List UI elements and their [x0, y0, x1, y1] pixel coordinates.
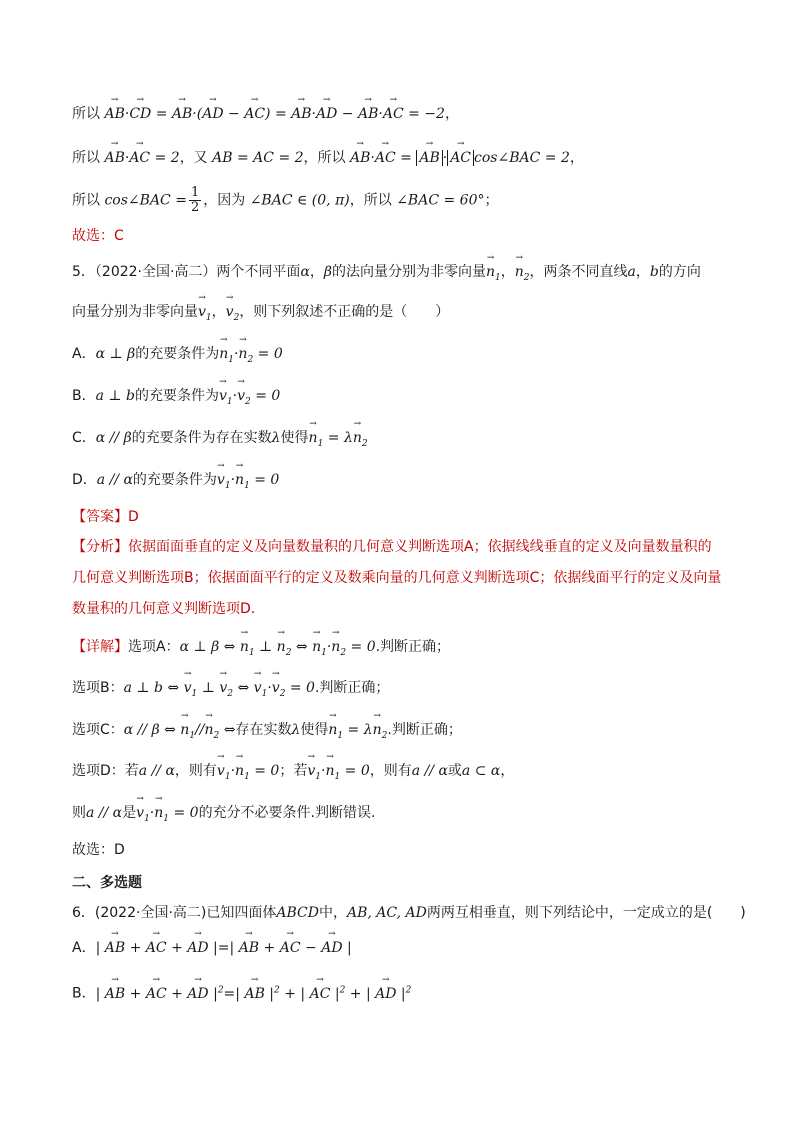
option-label: B． [72, 985, 96, 1002]
text: ，则有 [174, 763, 217, 779]
text: 的充要条件为 [134, 388, 219, 404]
text: .判断正确； [375, 639, 451, 655]
section-heading: 二、多选题 [72, 875, 142, 891]
option-c: C．α // β的充要条件为存在实数λ使得→ $n_1 = \lambda\to n_2$ [72, 428, 368, 454]
detail-label: 【详解】 [72, 639, 128, 655]
text: 则 [72, 805, 86, 821]
text: 6．(2022·全国·高二)已知四面体 [72, 905, 277, 921]
text: 的法向量分别为非零向量 [332, 264, 486, 280]
text: 的充要条件为存在实数 [131, 430, 272, 446]
text: 所以 [72, 106, 100, 122]
text: 两两互相垂直，则下列结论中，一定成立的是( ) [426, 905, 746, 921]
text: ，则有 [369, 763, 412, 779]
text: 存在实数 [235, 722, 292, 738]
text: 选项B： [72, 680, 124, 696]
detail-line-d2: 则a // α是→ $v_1\cdot\to n_1 = 0$的充分不必要条件.判断错误. [72, 803, 375, 829]
text: 的充要条件为 [135, 346, 220, 362]
text: ； [484, 192, 499, 209]
text: ， [569, 150, 584, 166]
option-a: A．α ⊥ β的充要条件为→ $n_1\cdot\to n_2 = 0$ [72, 344, 283, 370]
option-label: A． [72, 346, 96, 362]
question-5-line-2: 向量分别为非零向量→ $v_1$，→ $v_2$，则下列叙述不正确的是（ ） [72, 302, 449, 328]
question-6-option-a: A．| → AB + → AC + → AD |=| → AB + → AC − → AD | [72, 938, 352, 958]
text: ，所以 [303, 150, 346, 166]
option-label: A． [72, 940, 96, 956]
detail-line-c: 选项C：α // β ⇔ → $n_1//\to n_2$ ⇔存在实数λ使得→ $n_1 = \lambda\to n_2$.判断正确； [72, 720, 462, 746]
question-6-option-b: B．| → AB + → AC + → AD $|^2=|$ → AB $|^2$ + | → AC $|^2$ + | → AD $|^2$ [72, 980, 411, 1004]
analysis-line-3: 数量积的几何意义判断选项D. [72, 601, 256, 617]
text: 或 [447, 763, 462, 779]
detail-line-b: 选项B：a ⊥ b ⇔ → $v_1$ ⊥ → $v_2$ ⇔ → $v_1\cdot\to v_2 = 0$.判断正确； [72, 678, 389, 704]
option-b: B．a ⊥ b的充要条件为→ $v_1\cdot\to v_2 = 0$ [72, 386, 280, 412]
text: 所以 [72, 150, 100, 166]
text: 选项D：若 [72, 763, 139, 779]
text: 是 [122, 805, 137, 821]
option-label: C． [72, 430, 96, 446]
option-label: D． [72, 472, 97, 488]
text: 的方向 [658, 264, 701, 280]
text: 使得 [300, 722, 329, 738]
option-d: D．a // α的充要条件为→ $v_1\cdot\to n_1 = 0$ [72, 470, 279, 496]
detail-line-a: 【详解】选项A：α ⊥ β ⇔ → $n_1$ ⊥ → $n_2$ ⇔ → $n_1\cdot\to n_2 = 0$.判断正确； [72, 637, 450, 663]
text: ， [500, 763, 515, 779]
solution-line-1: 所以 → AB·→ CD = → AB·(→ AD − → AC) = → AB·→ AD − → AB·→ AC = −2， [72, 104, 459, 124]
text: ，则下列叙述不正确的是（ ） [239, 304, 450, 320]
text: ， [635, 264, 650, 280]
text: 5．（2022·全国·高二）两个不同平面 [72, 264, 301, 280]
analysis-line-2: 几何意义判断选项B；依据面面平行的定义及数乘向量的几何意义判断选项C；依据线面平行的定义及向量 [72, 570, 722, 586]
option-label: B． [72, 388, 96, 404]
text: 的充分不必要条件.判断错误. [198, 805, 376, 821]
solution-line-3: 所以 cos∠BAC = $\frac{1}{2}$ ，因为 ∠BAC ∈ (0, π)，所以 ∠BAC = 60°； [72, 185, 499, 215]
text: ，因为 [203, 192, 246, 209]
question-6-line: 6．(2022·全国·高二)已知四面体ABCD中，AB, AC, AD两两互相垂直，则下列结论中，一定成立的是( ) [72, 905, 746, 921]
text: 的充要条件为 [132, 472, 217, 488]
solution-line-2: 所以 → AB·→ AC = 2，又 AB = AC = 2，所以 → AB·→ AC = → AB ·→ AC cos∠BAC = 2， [72, 148, 584, 168]
text: 向量分别为非零向量 [72, 304, 198, 320]
final-answer-line: 故选：D [72, 842, 125, 858]
text: 所以 [72, 192, 100, 209]
answer-line: 【答案】D [72, 509, 139, 525]
question-5-line-1: 5．（2022·全国·高二）两个不同平面α，β的法向量分别为非零向量→ $n_1$，→ $n_2$，两条不同直线a，b的方向 [72, 262, 701, 288]
text: ， [444, 106, 459, 122]
text: 选项A： [128, 639, 180, 655]
text: ， [211, 304, 226, 320]
text: ；若 [279, 763, 308, 779]
text: ，又 [179, 150, 208, 166]
text: .判断正确； [314, 680, 390, 696]
detail-line-d: 选项D：若a // α，则有→ $v_1\cdot\to n_1 = 0$；若→ $v_1\cdot\to n_1 = 0$，则有a // α或a ⊂ α， [72, 761, 514, 787]
text: ，两条不同直线 [529, 264, 628, 280]
text: 选项C： [72, 722, 124, 738]
text: ，所以 [349, 192, 392, 209]
text: 使得 [280, 430, 309, 446]
analysis-line-1: 【分析】依据面面垂直的定义及向量数量积的几何意义判断选项A；依据线线垂直的定义及向量数量积的 [72, 539, 712, 555]
text: ， [500, 264, 515, 280]
text: .判断正确； [387, 722, 462, 738]
answer-choice-line: 故选：C [72, 228, 124, 244]
text: ， [309, 264, 324, 280]
text: 中， [318, 905, 347, 921]
